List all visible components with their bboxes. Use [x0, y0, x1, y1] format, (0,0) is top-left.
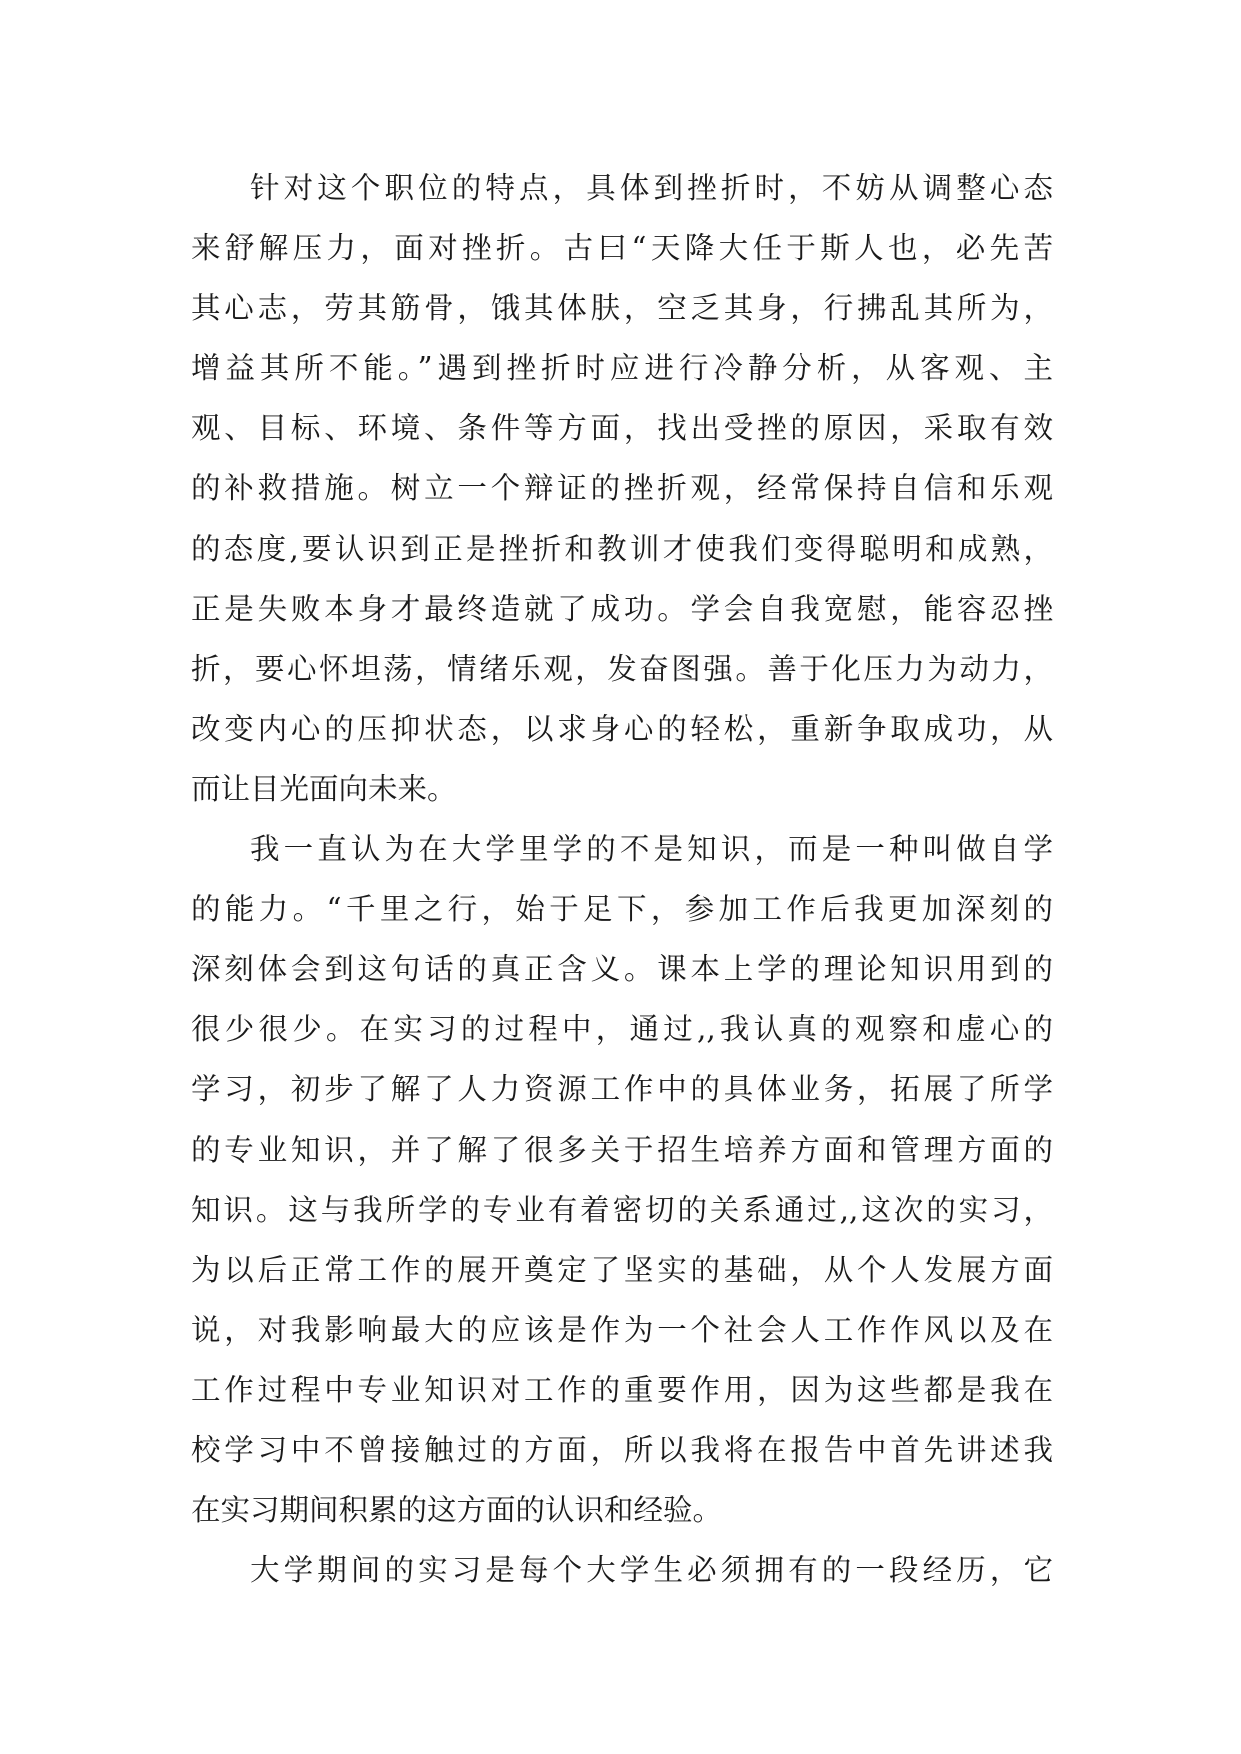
text-line: 改变内心的压抑状态，以求身心的轻松，重新争取成功，从 — [191, 711, 1053, 746]
body-text — [191, 158, 1053, 1600]
text-line: 我一直认为在大学里学的不是知识，而是一种叫做自学 — [250, 832, 1053, 867]
text-line: 大学期间的实习是每个大学生必须拥有的一段经历，它 — [250, 1553, 1053, 1588]
text-line: 校学习中不曾接触过的方面，所以我将在报告中首先讲述我 — [191, 1432, 1053, 1467]
text-line: 来舒解压力，面对挫折。古曰“天降大任于斯人也，必先苦 — [191, 231, 1053, 266]
text-line: 的能力。“千里之行，始于足下，参加工作后我更加深刻的 — [191, 892, 1053, 927]
text-line: 而让目光面向未来。 — [191, 771, 457, 806]
text-line: 的态度,要认识到正是挫折和教训才使我们变得聪明和成熟， — [191, 531, 1053, 566]
text-line: 针对这个职位的特点，具体到挫折时，不妨从调整心态 — [250, 171, 1053, 205]
paragraph-3 — [191, 1540, 1053, 1600]
paragraph-1 — [191, 158, 1053, 819]
text-line: 增益其所不能。”遇到挫折时应进行冷静分析，从客观、主 — [191, 351, 1053, 386]
text-line: 的专业知识，并了解了很多关于招生培养方面和管理方面的 — [191, 1132, 1053, 1167]
text-line: 正是失败本身才最终造就了成功。学会自我宽慰，能容忍挫 — [191, 591, 1053, 626]
text-line: 折，要心怀坦荡，情绪乐观，发奋图强。善于化压力为动力， — [191, 651, 1053, 686]
text-line: 的补救措施。树立一个辩证的挫折观，经常保持自信和乐观 — [191, 471, 1053, 506]
text-line: 深刻体会到这句话的真正含义。课本上学的理论知识用到的 — [191, 952, 1053, 987]
text-line: 其心志，劳其筋骨，饿其体肤，空乏其身，行拂乱其所为， — [191, 291, 1053, 326]
text-line: 知识。这与我所学的专业有着密切的关系通过,,这次的实习， — [191, 1192, 1053, 1227]
text-line: 说，对我影响最大的应该是作为一个社会人工作作风以及在 — [191, 1312, 1053, 1347]
text-line: 学习，初步了解了人力资源工作中的具体业务，拓展了所学 — [191, 1072, 1053, 1107]
text-line: 在实习期间积累的这方面的认识和经验。 — [191, 1493, 723, 1528]
text-line: 很少很少。在实习的过程中，通过,,我认真的观察和虚心的 — [191, 1012, 1053, 1047]
text-line: 为以后正常工作的展开奠定了坚实的基础，从个人发展方面 — [191, 1252, 1053, 1287]
text-line: 工作过程中专业知识对工作的重要作用，因为这些都是我在 — [191, 1372, 1053, 1407]
paragraph-2 — [191, 819, 1053, 1540]
text-line: 观、目标、环境、条件等方面，找出受挫的原因，采取有效 — [191, 411, 1053, 446]
